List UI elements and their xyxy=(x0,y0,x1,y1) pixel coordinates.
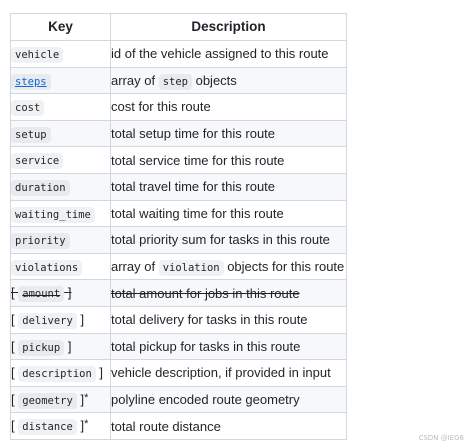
description-cell: total pickup for tasks in this route xyxy=(111,333,347,360)
key-cell xyxy=(11,386,111,413)
description-cell: id of the vehicle assigned to this route xyxy=(111,41,347,68)
key-cell xyxy=(11,227,111,254)
bracket-open: [ xyxy=(11,391,15,407)
table-row xyxy=(11,41,347,68)
description-cell: cost for this route xyxy=(111,94,347,121)
table-row xyxy=(11,333,347,360)
bracket-open: [ xyxy=(11,311,15,327)
description-cell: polyline encoded route geometry xyxy=(111,386,347,413)
table-row xyxy=(11,147,347,174)
steps-link[interactable] xyxy=(11,73,51,88)
description-cell: total route distance xyxy=(111,413,347,440)
desc-text: array of xyxy=(111,258,159,274)
description-cell: total travel time for this route xyxy=(111,173,347,200)
table-row xyxy=(11,386,347,413)
bracket-close: ] xyxy=(67,285,72,301)
key-code: waiting_time xyxy=(11,207,95,223)
key-code: cost xyxy=(11,100,44,116)
table-row xyxy=(11,280,347,307)
bracket-close: ] xyxy=(67,338,72,354)
desc-text: objects for this route xyxy=(223,258,345,274)
table-row xyxy=(11,67,347,94)
description-cell: total amount for jobs in this route xyxy=(111,280,347,307)
key-cell xyxy=(11,333,111,360)
key-code: distance xyxy=(18,419,77,435)
description-cell: total priority sum for tasks in this route xyxy=(111,227,347,254)
table-header-row xyxy=(11,14,347,41)
description-cell: total waiting time for this route xyxy=(111,200,347,227)
asterisk-marker: * xyxy=(84,391,89,404)
header-description: Description xyxy=(111,14,347,41)
key-cell xyxy=(11,147,111,174)
table-row xyxy=(11,200,347,227)
key-cell xyxy=(11,360,111,387)
key-code: description xyxy=(18,366,96,382)
key-cell xyxy=(11,173,111,200)
key-code: priority xyxy=(11,233,70,249)
key-cell xyxy=(11,253,111,280)
description-cell: total setup time for this route xyxy=(111,120,347,147)
key-code: amount xyxy=(18,286,64,302)
desc-code: step xyxy=(159,74,192,90)
header-key: Key xyxy=(11,14,111,41)
key-cell xyxy=(11,120,111,147)
key-cell xyxy=(11,306,111,333)
desc-text: array of xyxy=(111,72,159,88)
table-row xyxy=(11,173,347,200)
table-row xyxy=(11,94,347,121)
key-cell xyxy=(11,94,111,121)
key-cell xyxy=(11,280,111,307)
table-row xyxy=(11,306,347,333)
key-cell xyxy=(11,200,111,227)
table-row xyxy=(11,227,347,254)
bracket-open: [ xyxy=(11,285,15,301)
asterisk-marker: * xyxy=(84,418,89,431)
description-cell: total service time for this route xyxy=(111,147,347,174)
key-code: violations xyxy=(11,260,82,276)
key-cell xyxy=(11,67,111,94)
key-code: vehicle xyxy=(11,47,63,63)
key-code: service xyxy=(11,153,63,169)
table-row xyxy=(11,360,347,387)
key-code: duration xyxy=(11,180,70,196)
bracket-close: ] xyxy=(99,365,104,381)
key-code: geometry xyxy=(18,393,77,409)
description-cell xyxy=(111,253,347,280)
key-code: delivery xyxy=(18,313,77,329)
key-code: pickup xyxy=(18,340,64,356)
bracket-close: ] xyxy=(80,391,85,407)
route-keys-table xyxy=(10,13,347,440)
table-row xyxy=(11,120,347,147)
bracket-close: ] xyxy=(80,311,85,327)
description-cell: total delivery for tasks in this route xyxy=(111,306,347,333)
description-cell xyxy=(111,67,347,94)
key-cell xyxy=(11,41,111,68)
watermark: CSDN @IEG6 xyxy=(418,434,464,442)
desc-text: objects xyxy=(191,72,237,88)
key-cell xyxy=(11,413,111,440)
table-row xyxy=(11,253,347,280)
table-row xyxy=(11,413,347,440)
key-code: steps xyxy=(11,74,51,90)
bracket-open: [ xyxy=(11,418,15,434)
bracket-open: [ xyxy=(11,365,15,381)
bracket-open: [ xyxy=(11,338,15,354)
bracket-close: ] xyxy=(80,418,85,434)
desc-code: violation xyxy=(159,260,224,276)
description-cell: vehicle description, if provided in input xyxy=(111,360,347,387)
key-code: setup xyxy=(11,127,51,143)
